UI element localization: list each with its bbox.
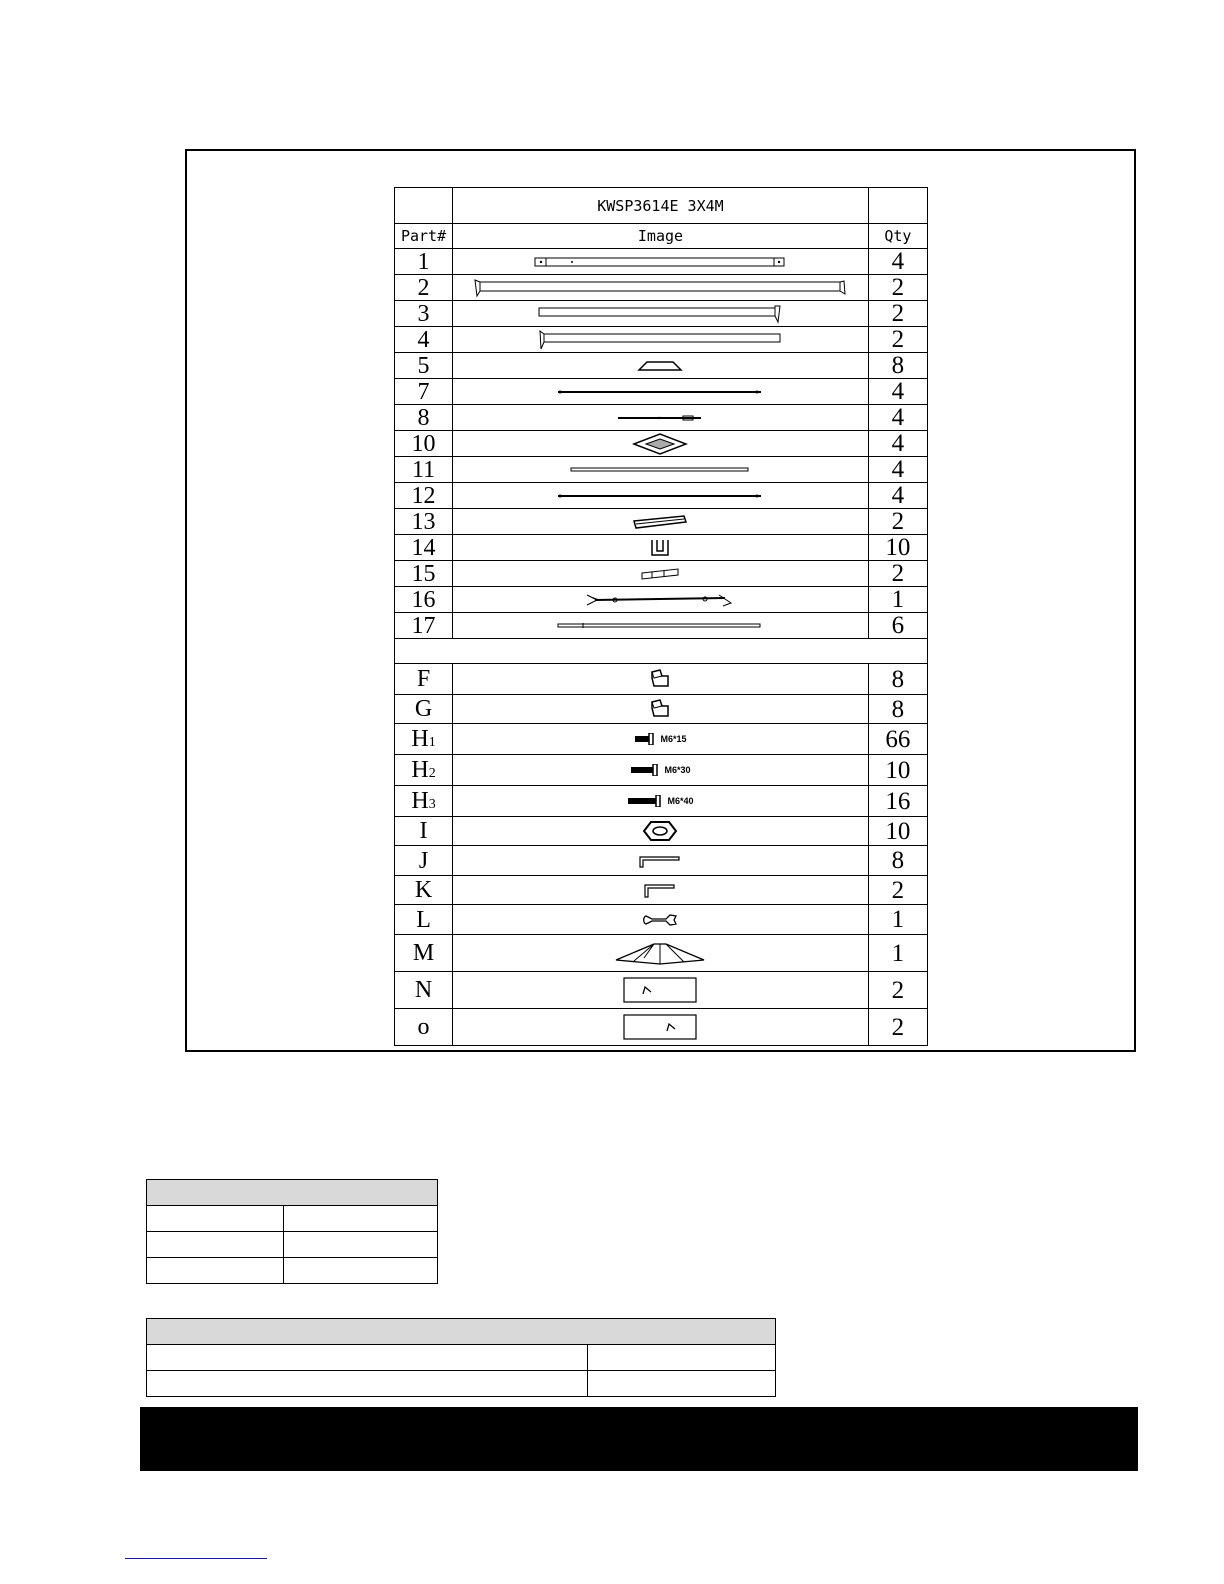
blank-cell: [147, 1206, 284, 1232]
table-row: [395, 935, 928, 972]
part-letter: [395, 755, 453, 786]
bolt-icon: [630, 761, 660, 778]
part-image: [453, 431, 869, 457]
beam-left-bracket-icon: [538, 330, 782, 347]
table-row: [395, 535, 928, 561]
part-letter: [395, 935, 453, 972]
part-letter-text: F: [416, 666, 431, 692]
part-qty: 2: [868, 327, 927, 353]
table-row: [395, 405, 928, 431]
part-qty: 8: [868, 846, 927, 876]
part-image: [453, 483, 869, 509]
part-qty: 4: [868, 249, 927, 275]
part-qty: 4: [868, 431, 927, 457]
part-image: [453, 327, 869, 353]
part-qty: 1: [868, 935, 927, 972]
blank-table-header: [147, 1180, 438, 1206]
table-row: [395, 846, 928, 876]
corner-fitting-icon: [648, 700, 672, 717]
table-row: [395, 972, 928, 1009]
part-image: [453, 249, 869, 275]
part-letter: [395, 905, 453, 935]
part-number: 15: [395, 561, 453, 587]
section-divider-row: [395, 639, 928, 664]
part-letter-text: H: [411, 757, 429, 783]
part-qty: 2: [868, 561, 927, 587]
part-letter-text: N: [414, 977, 433, 1003]
bolt-icon: [627, 792, 663, 809]
table-row: [395, 379, 928, 405]
part-qty: 66: [868, 724, 927, 755]
table-row: [395, 249, 928, 275]
footnote-rule: [125, 1558, 267, 1559]
blank-spec-table: [146, 1318, 776, 1397]
part-number: 17: [395, 613, 453, 639]
part-letter: [395, 876, 453, 905]
part-number: 1: [395, 249, 453, 275]
channel-bracket-icon: [632, 512, 688, 529]
part-letter-text: K: [414, 877, 433, 903]
part-letter-text: H: [411, 788, 429, 814]
part-letter: [395, 846, 453, 876]
part-qty: 4: [868, 483, 927, 509]
image-header: Image: [453, 224, 869, 249]
part-image: [453, 1009, 869, 1046]
part-image: [453, 664, 869, 695]
long-thin-rod-icon: [570, 460, 750, 477]
part-qty: 10: [868, 817, 927, 846]
header-blank-cell: [868, 188, 927, 224]
part-letter: [395, 695, 453, 724]
part-number: 8: [395, 405, 453, 431]
table-row: [395, 431, 928, 457]
parts-table: [394, 187, 928, 1046]
u-clip-icon: [649, 538, 671, 555]
bolt-size-label: M6*30: [664, 764, 691, 775]
blank-cell: [284, 1206, 438, 1232]
part-image: [453, 905, 869, 935]
part-subscript: 2: [428, 766, 436, 781]
table-row: [395, 509, 928, 535]
part-number: 7: [395, 379, 453, 405]
part-number: 3: [395, 301, 453, 327]
part-number: 2: [395, 275, 453, 301]
part-image: [453, 353, 869, 379]
part-image: [453, 846, 869, 876]
part-image: [453, 724, 869, 755]
part-qty: 4: [868, 457, 927, 483]
wrench-icon: [642, 910, 678, 927]
corner-fitting-icon: [648, 670, 672, 687]
part-image: [453, 405, 869, 431]
table-row: [395, 876, 928, 905]
part-image: [453, 817, 869, 846]
side-panel-icon: [623, 981, 697, 998]
blank-cell: [284, 1232, 438, 1258]
part-image: [453, 876, 869, 905]
table-row: [395, 724, 928, 755]
part-letter-text: L: [416, 906, 431, 933]
part-number-header: Part#: [395, 224, 453, 249]
hex-nut-icon: [642, 822, 678, 839]
part-qty: 16: [868, 786, 927, 817]
header-blank-cell: [395, 188, 453, 224]
part-letter-text: M: [412, 940, 435, 966]
part-number: 16: [395, 587, 453, 613]
side-panel-icon: [623, 1018, 697, 1035]
part-image: [453, 457, 869, 483]
table-row: [395, 327, 928, 353]
part-letter-text: H: [411, 726, 429, 752]
blank-cell: [147, 1232, 284, 1258]
part-image: [453, 509, 869, 535]
part-subscript: 1: [428, 735, 436, 750]
part-number: 12: [395, 483, 453, 509]
part-qty: 10: [868, 535, 927, 561]
part-image: [453, 972, 869, 1009]
part-letter-text: G: [414, 696, 433, 722]
bolt-icon: [634, 730, 656, 747]
table-row: [395, 561, 928, 587]
part-qty: 2: [868, 876, 927, 905]
small-bracket-icon: [640, 564, 680, 581]
part-letter-text: I: [419, 818, 428, 844]
short-rod-icon: [617, 408, 703, 425]
part-image: [453, 695, 869, 724]
qty-header: Qty: [868, 224, 927, 249]
table-row: [395, 664, 928, 695]
part-letter: [395, 664, 453, 695]
part-image: [453, 613, 869, 639]
base-plate-icon: [632, 434, 688, 451]
allen-key-small-icon: [644, 881, 676, 898]
long-beam-with-end-brackets-icon: [474, 278, 846, 295]
part-letter: [395, 724, 453, 755]
table-row: [395, 587, 928, 613]
ridge-frame-icon: [585, 590, 735, 607]
part-qty: 2: [868, 972, 927, 1009]
allen-key-icon: [639, 851, 681, 868]
table-row: [395, 786, 928, 817]
part-qty: 4: [868, 405, 927, 431]
black-banner: [140, 1407, 1138, 1471]
canopy-roof-icon: [614, 944, 706, 961]
pole-icon: [557, 616, 763, 633]
table-row: [395, 275, 928, 301]
thin-rod-icon: [557, 486, 763, 503]
part-number: 11: [395, 457, 453, 483]
bolt-size-label: M6*40: [667, 795, 694, 806]
table-row: [395, 353, 928, 379]
table-row: [395, 817, 928, 846]
table-row: [395, 905, 928, 935]
blank-cell: [588, 1371, 776, 1397]
part-qty: 8: [868, 695, 927, 724]
blank-info-table: [146, 1179, 438, 1284]
part-number: 4: [395, 327, 453, 353]
blank-cell: [588, 1345, 776, 1371]
part-number: 10: [395, 431, 453, 457]
part-letter-text: J: [418, 847, 429, 874]
part-image: [453, 535, 869, 561]
part-number: 14: [395, 535, 453, 561]
part-image: [453, 561, 869, 587]
table-row: [395, 695, 928, 724]
part-qty: 1: [868, 905, 927, 935]
part-qty: 2: [868, 509, 927, 535]
part-number: 5: [395, 353, 453, 379]
part-image: [453, 275, 869, 301]
blank-cell: [284, 1258, 438, 1284]
table-row: [395, 755, 928, 786]
part-qty: 2: [868, 1009, 927, 1046]
bolt-size-label: M6*15: [660, 733, 687, 744]
table-row: [395, 613, 928, 639]
part-image: [453, 587, 869, 613]
model-title: KWSP3614E 3X4M: [453, 188, 869, 224]
part-qty: 8: [868, 353, 927, 379]
part-image: [453, 935, 869, 972]
part-subscript: 3: [428, 797, 436, 812]
blank-cell: [147, 1345, 588, 1371]
trapezoid-plate-icon: [637, 356, 683, 373]
table-row: [395, 483, 928, 509]
part-number: 13: [395, 509, 453, 535]
part-qty: 6: [868, 613, 927, 639]
part-letter: [395, 786, 453, 817]
part-image: [453, 786, 869, 817]
part-image: [453, 755, 869, 786]
table-row: [395, 1009, 928, 1046]
part-qty: 10: [868, 755, 927, 786]
blank-cell: [147, 1371, 588, 1397]
part-letter-text: o: [417, 1014, 430, 1040]
table-row: [395, 457, 928, 483]
part-letter: [395, 972, 453, 1009]
part-letter: [395, 817, 453, 846]
part-qty: 4: [868, 379, 927, 405]
part-qty: 2: [868, 275, 927, 301]
part-image: [453, 301, 869, 327]
blank-table-header: [147, 1319, 776, 1345]
table-row: [395, 301, 928, 327]
thin-rod-icon: [557, 382, 763, 399]
part-letter: [395, 1009, 453, 1046]
part-qty: 2: [868, 301, 927, 327]
beam-right-bracket-icon: [538, 304, 782, 321]
long-tube-with-holes-icon: [534, 252, 786, 269]
blank-cell: [147, 1258, 284, 1284]
part-qty: 1: [868, 587, 927, 613]
part-image: [453, 379, 869, 405]
part-qty: 8: [868, 664, 927, 695]
